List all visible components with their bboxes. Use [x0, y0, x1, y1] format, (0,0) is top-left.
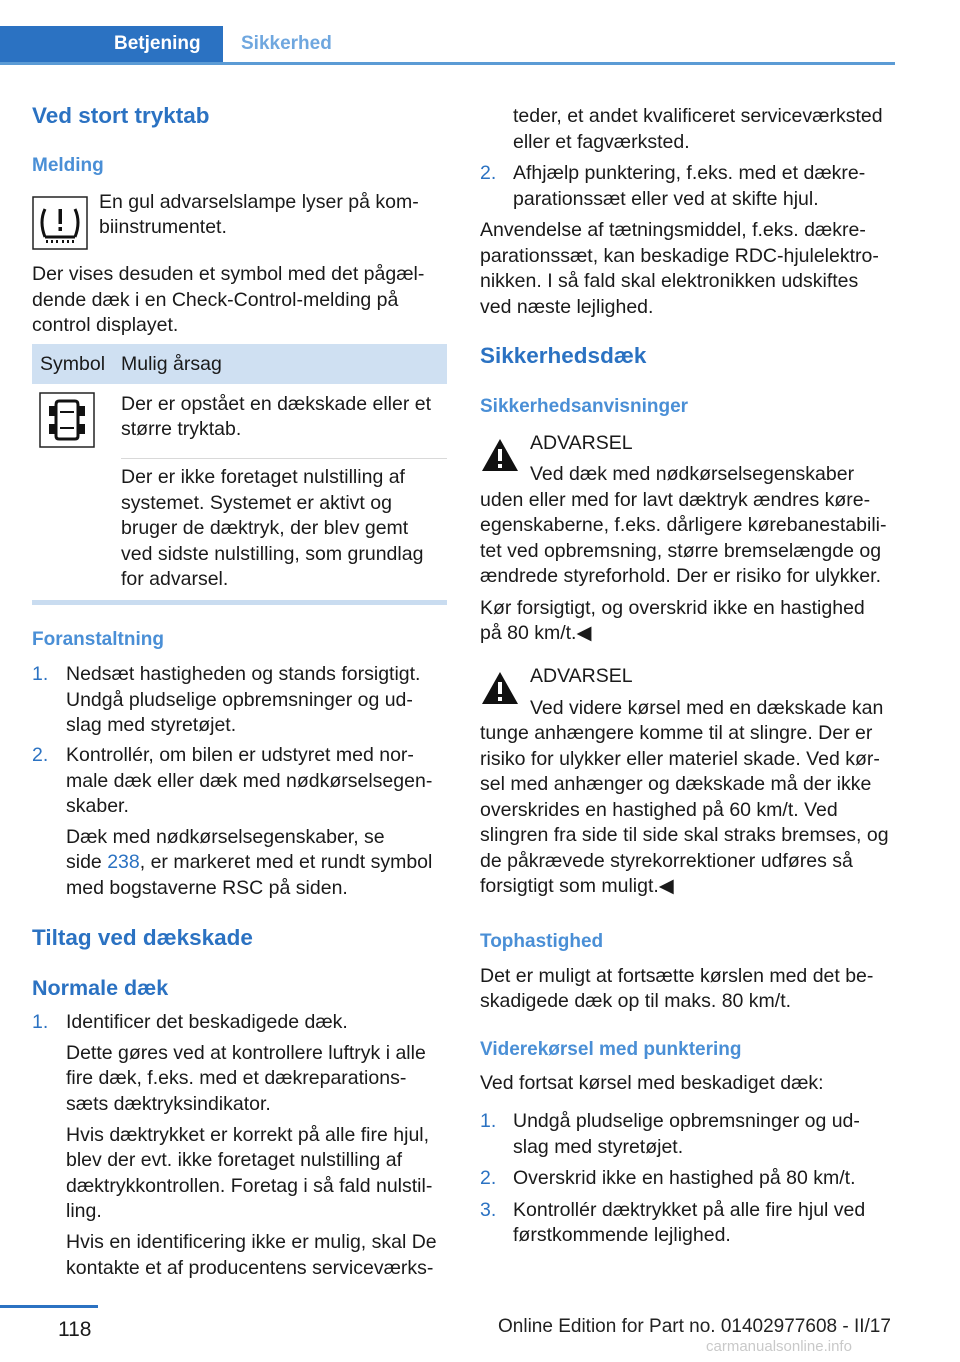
- heading-viderekoersel: Viderekørsel med punktering: [480, 1039, 742, 1060]
- list-item-text: Kontrollér dæktrykket på alle fire hjul ved: [513, 1199, 866, 1221]
- warning-text: Ved videre kørsel med en dækskade kan: [530, 697, 884, 719]
- heading-ved-stort-tryktab: Ved stort tryktab: [32, 103, 210, 128]
- table-row2-line-3: bruger de dæktryk, der blev gemt: [121, 517, 409, 539]
- list-number: 2.: [480, 162, 497, 184]
- text-side: side: [66, 851, 108, 873]
- list-item-text: male dæk eller dæk med nødkørselsegen‐: [66, 770, 433, 792]
- table-col-symbol: Symbol: [40, 353, 106, 375]
- warning-text: Kør forsigtigt, og overskrid ikke en hastighed: [480, 597, 865, 619]
- list-item-text: Afhjælp punktering, f.eks. med et dækre‐: [513, 162, 866, 184]
- list-number: 1.: [32, 663, 49, 685]
- warning-triangle-icon: [480, 437, 520, 478]
- tire-pressure-warning-icon: [32, 196, 88, 250]
- heading-sikkerhedsanvisninger: Sikkerhedsanvisninger: [480, 396, 689, 417]
- warning-text: sel med anhænger og dækskade må der ikke: [480, 773, 872, 795]
- warning-text: uden eller med for lavt dæktryk ændres køre‐: [480, 489, 871, 511]
- table-bottom-rule: [32, 600, 447, 605]
- para-line-3: control displayet.: [32, 314, 179, 336]
- table-row1-line-2: større tryktab.: [121, 418, 242, 440]
- text-rest: , er markeret med et rundt symbol: [139, 851, 433, 873]
- table-row-divider: [121, 458, 447, 459]
- warning-text: de påkrævede styrekorrektioner udføres så: [480, 850, 853, 872]
- list-item-text: kontakte et af producentens serviceværks‐: [66, 1257, 434, 1279]
- list-item-text: blev der evt. ikke foretaget nulstilling af: [66, 1149, 403, 1171]
- list-item-text: dæktrykkontrollen. Foretag i så fald nulstil‐: [66, 1175, 433, 1197]
- list-item-text: fire dæk, f.eks. med et dækreparations‐: [66, 1067, 407, 1089]
- list-item-text: slag med styretøjet.: [513, 1136, 684, 1158]
- warning-text: egenskaberne, f.eks. dårligere kørebanestabili‐: [480, 514, 887, 536]
- warning-title: ADVARSEL: [530, 432, 633, 454]
- list-item-text: Dette gøres ved at kontrollere luftryk i alle: [66, 1042, 426, 1064]
- page-number: 118: [58, 1318, 92, 1341]
- car-tire-damage-icon: [39, 392, 95, 448]
- list-item-text: Dæk med nødkørselsegenskaber, se: [66, 826, 385, 848]
- melding-line-2: biinstrumentet.: [99, 216, 227, 238]
- list-item-text: Nedsæt hastigheden og stands forsigtigt.: [66, 663, 421, 685]
- heading-sikkerhedsdaek: Sikkerhedsdæk: [480, 343, 647, 368]
- list-number: 1.: [480, 1110, 497, 1132]
- table-row1-line-1: Der er opstået en dækskade eller et: [121, 393, 432, 415]
- list-item-text: med bogstaverne RSC på siden.: [66, 877, 348, 899]
- list-item-text: ling.: [66, 1200, 102, 1222]
- list-number: 2.: [480, 1167, 497, 1189]
- list-item-text: parationssæt eller ved at skifte hjul.: [513, 188, 819, 210]
- list-item-text: Hvis dæktrykket er korrekt på alle fire hjul,: [66, 1124, 430, 1146]
- para-line: Anvendelse af tætningsmiddel, f.eks. dækre‐: [480, 219, 866, 241]
- heading-normale-daek: Normale dæk: [32, 976, 169, 1000]
- warning-text: tet ved opbremsning, større bremselængde og: [480, 540, 882, 562]
- table-row2-line-5: for advarsel.: [121, 568, 229, 590]
- warning-text: ændrede styreforhold. Der er risiko for ulykker.: [480, 565, 881, 587]
- para-line: Det er muligt at fortsætte kørslen med det be‐: [480, 965, 874, 987]
- list-item-text: slag med styretøjet.: [66, 714, 237, 736]
- heading-tiltag-ved-daekskade: Tiltag ved dækskade: [32, 925, 253, 950]
- list-item-text-with-link: [66, 850, 432, 876]
- list-item-text: Hvis en identificering ikke er mulig, skal De: [66, 1231, 437, 1253]
- list-item-text: Undgå pludselige opbremsninger og ud‐: [66, 689, 413, 711]
- para-line: Ved fortsat kørsel med beskadiget dæk:: [480, 1072, 824, 1094]
- tab-betjening[interactable]: Betjening: [0, 26, 223, 62]
- list-number: 3.: [480, 1199, 497, 1221]
- warning-text: overskrides en hastighed på 60 km/t. Ved: [480, 799, 838, 821]
- table-row2-line-1: Der er ikke foretaget nulstilling af: [121, 466, 405, 488]
- warning-text: tunge anhængere komme til at slingre. Der er: [480, 722, 873, 744]
- para-line: nikken. I så fald skal elektronikken udskiftes: [480, 270, 859, 292]
- list-item-text: eller et fagværksted.: [513, 131, 690, 153]
- table-row2-line-4: ved sidste nulstilling, som grundlag: [121, 543, 424, 565]
- warning-title: ADVARSEL: [530, 665, 633, 687]
- warning-text: Ved dæk med nødkørselsegenskaber: [530, 463, 855, 485]
- list-item-text: sæts dæktryksindikator.: [66, 1093, 271, 1115]
- para-line: parationssæt, kan beskadige RDC-hjulelektro‐: [480, 245, 879, 267]
- para-line: skadigede dæk op til maks. 80 km/t.: [480, 990, 792, 1012]
- list-item-text: Identificer det beskadigede dæk.: [66, 1011, 348, 1033]
- list-item-text: Undgå pludselige opbremsninger og ud‐: [513, 1110, 860, 1132]
- warning-text: på 80 km/t.◀: [480, 622, 592, 644]
- para-line: ved næste lejlighed.: [480, 296, 654, 318]
- heading-tophastighed: Tophastighed: [480, 931, 604, 952]
- watermark: carmanualsonline.info: [706, 1338, 852, 1355]
- para-line-1: Der vises desuden et symbol med det pågæl‐: [32, 263, 425, 285]
- list-item-text: Overskrid ikke en hastighed på 80 km/t.: [513, 1167, 856, 1189]
- warning-text: risiko for ulykker eller materiel skade. Ved kør‐: [480, 748, 880, 770]
- table-col-cause: Mulig årsag: [121, 353, 222, 375]
- heading-melding: Melding: [32, 155, 104, 176]
- para-line-2: dende dæk i en Check-Control-melding på: [32, 289, 399, 311]
- heading-foranstaltning: Foranstaltning: [32, 629, 164, 650]
- tab-sikkerhed[interactable]: Sikkerhed: [241, 33, 332, 54]
- list-item-text: teder, et andet kvalificeret serviceværksted: [513, 105, 883, 127]
- list-item-text: skaber.: [66, 795, 129, 817]
- warning-triangle-icon: [480, 670, 520, 711]
- table-row2-line-2: systemet. Systemet er aktivt og: [121, 492, 392, 514]
- list-item-text: Kontrollér, om bilen er udstyret med nor‐: [66, 744, 414, 766]
- page-link-238[interactable]: 238: [107, 851, 140, 873]
- list-number: 1.: [32, 1011, 49, 1033]
- footer-edition: Online Edition for Part no. 01402977608 - II/17: [498, 1316, 891, 1337]
- melding-line-1: En gul advarselslampe lyser på kom‐: [99, 191, 419, 213]
- list-number: 2.: [32, 744, 49, 766]
- warning-text: slingren fra side til side skal straks bremses, og: [480, 824, 889, 846]
- warning-text: forsigtigt som muligt.◀: [480, 875, 674, 897]
- list-item-text: førstkommende lejlighed.: [513, 1224, 731, 1246]
- footer-rule: [0, 1305, 98, 1308]
